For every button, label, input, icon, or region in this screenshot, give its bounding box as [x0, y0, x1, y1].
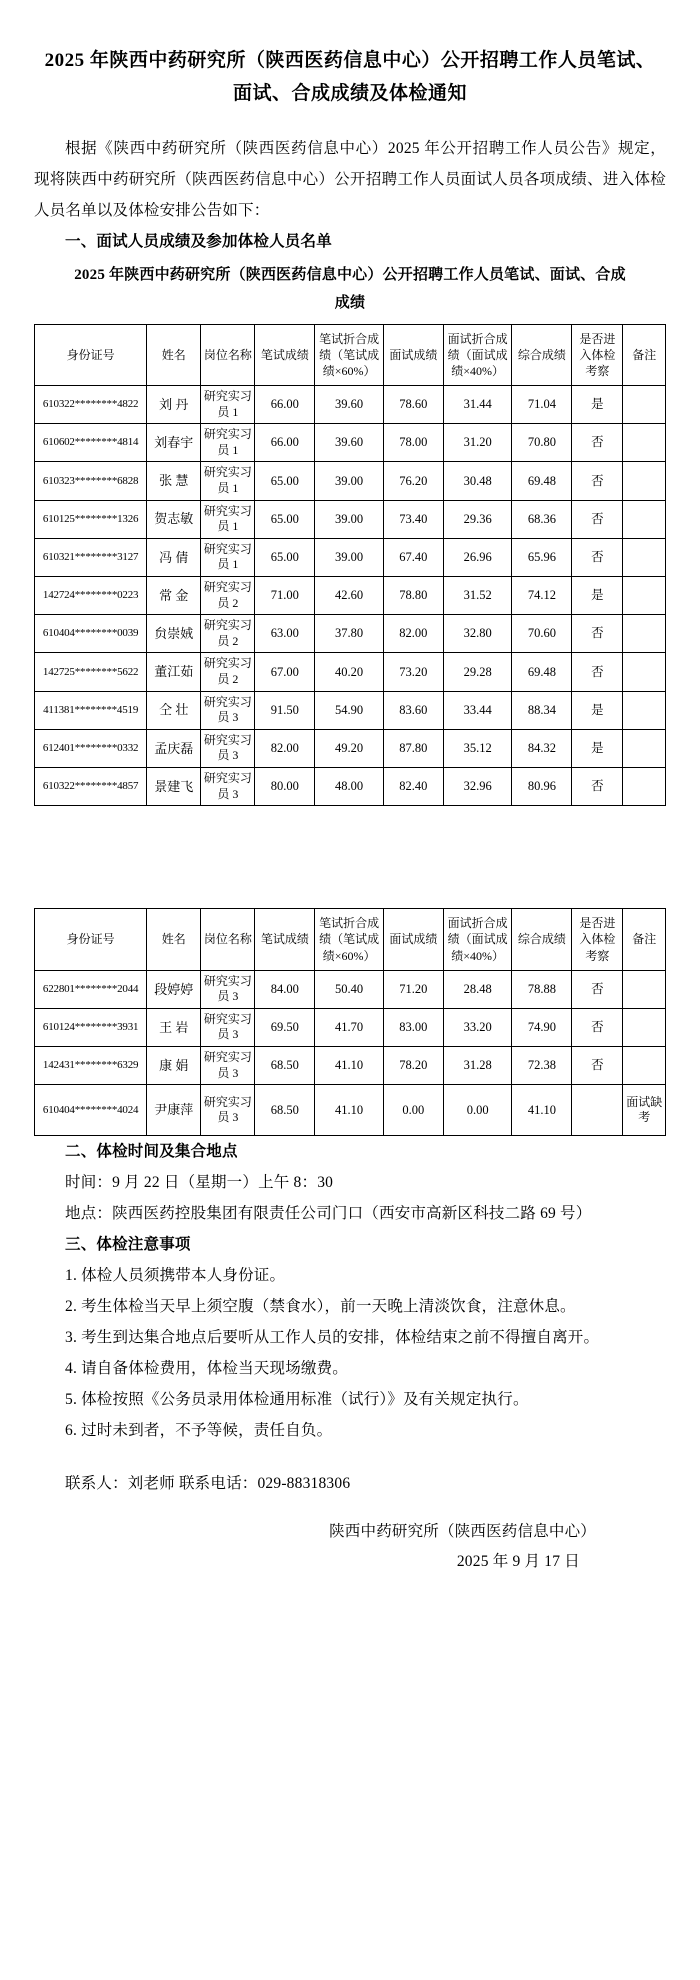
cell-written: 65.00 [255, 500, 315, 538]
cell-interview-weighted: 33.44 [443, 691, 512, 729]
cell-written: 82.00 [255, 729, 315, 767]
cell-post: 研究实习员 1 [201, 538, 255, 576]
cell-interview: 67.40 [383, 538, 443, 576]
cell-post: 研究实习员 2 [201, 577, 255, 615]
cell-name: 段婷婷 [147, 970, 201, 1008]
cell-written-weighted: 39.00 [315, 500, 384, 538]
cell-name: 尹康萍 [147, 1085, 201, 1136]
cell-post: 研究实习员 2 [201, 615, 255, 653]
cell-id-card: 610322********4822 [35, 386, 147, 424]
cell-interview: 78.80 [383, 577, 443, 615]
cell-post: 研究实习员 1 [201, 500, 255, 538]
cell-post: 研究实习员 2 [201, 653, 255, 691]
cell-pass: 是 [572, 577, 623, 615]
th-interview-score: 面试成绩 [383, 324, 443, 386]
note-item: 2. 考生体检当天早上须空腹（禁食水），前一天晚上清淡饮食，注意休息。 [65, 1298, 576, 1316]
cell-id-card: 610125********1326 [35, 500, 147, 538]
cell-total: 84.32 [512, 729, 572, 767]
th-interview-weighted: 面试折合成绩（面试成绩×40%） [443, 324, 512, 386]
cell-remark [623, 462, 666, 500]
cell-name: 张 慧 [147, 462, 201, 500]
grades-table-part-2 [34, 908, 666, 1136]
cell-remark [623, 1047, 666, 1085]
cell-id-card: 612401********0332 [35, 729, 147, 767]
table-row [35, 970, 666, 1008]
cell-remark [623, 386, 666, 424]
cell-interview: 83.00 [383, 1008, 443, 1046]
note-item: 6. 过时未到者，不予等候，责任自负。 [65, 1422, 333, 1440]
cell-written-weighted: 37.80 [315, 615, 384, 653]
cell-total: 70.80 [512, 424, 572, 462]
cell-post: 研究实习员 3 [201, 1008, 255, 1046]
cell-written: 65.00 [255, 462, 315, 500]
cell-pass: 否 [572, 653, 623, 691]
cell-post: 研究实习员 3 [201, 1047, 255, 1085]
cell-written: 69.50 [255, 1008, 315, 1046]
cell-written: 67.00 [255, 653, 315, 691]
cell-remark [623, 691, 666, 729]
note-item: 3. 考生到达集合地点后要听从工作人员的安排，体检结束之前不得擅自离开。 [65, 1329, 600, 1347]
cell-name: 王 岩 [147, 1008, 201, 1046]
table-row [35, 1085, 666, 1136]
cell-id-card: 610404********0039 [35, 615, 147, 653]
signature-org: 陕西中药研究所（陕西医药信息中心） [329, 1523, 596, 1541]
cell-written: 68.50 [255, 1047, 315, 1085]
cell-written: 80.00 [255, 767, 315, 805]
cell-post: 研究实习员 3 [201, 1085, 255, 1136]
cell-id-card: 610602********4814 [35, 424, 147, 462]
cell-total: 65.96 [512, 538, 572, 576]
th-total-score: 综合成绩 [512, 909, 572, 971]
cell-name: 常 金 [147, 577, 201, 615]
th-written-weighted: 笔试折合成绩（笔试成绩×60%） [315, 909, 384, 971]
cell-post: 研究实习员 1 [201, 462, 255, 500]
note-item: 1. 体检人员须携带本人身份证。 [65, 1267, 286, 1285]
table-row [35, 767, 666, 805]
cell-remark [623, 970, 666, 1008]
cell-pass: 否 [572, 538, 623, 576]
cell-pass: 否 [572, 462, 623, 500]
cell-id-card: 610322********4857 [35, 767, 147, 805]
cell-interview-weighted: 0.00 [443, 1085, 512, 1136]
table-row [35, 1008, 666, 1046]
cell-remark [623, 729, 666, 767]
cell-written-weighted: 42.60 [315, 577, 384, 615]
cell-name: 康 娟 [147, 1047, 201, 1085]
cell-name: 孟庆磊 [147, 729, 201, 767]
table-row [35, 424, 666, 462]
cell-total: 69.48 [512, 462, 572, 500]
cell-written-weighted: 39.60 [315, 424, 384, 462]
cell-pass: 是 [572, 386, 623, 424]
th-total-score: 综合成绩 [512, 324, 572, 386]
cell-total: 88.34 [512, 691, 572, 729]
table-row [35, 386, 666, 424]
cell-id-card: 142725********5622 [35, 653, 147, 691]
th-remark: 备注 [623, 909, 666, 971]
cell-id-card: 610321********3127 [35, 538, 147, 576]
cell-pass: 否 [572, 500, 623, 538]
cell-name: 景建飞 [147, 767, 201, 805]
table-row [35, 1047, 666, 1085]
cell-total: 41.10 [512, 1085, 572, 1136]
cell-id-card: 142431********6329 [35, 1047, 147, 1085]
cell-interview-weighted: 26.96 [443, 538, 512, 576]
signature-block [34, 1517, 596, 1576]
medical-notes [34, 1260, 666, 1446]
cell-written-weighted: 39.00 [315, 462, 384, 500]
table-row [35, 538, 666, 576]
table-caption: 2025 年陕西中药研究所（陕西医药信息中心）公开招聘工作人员笔试、面试、合成成绩 [74, 266, 626, 311]
cell-interview-weighted: 32.80 [443, 615, 512, 653]
cell-id-card: 142724********0223 [35, 577, 147, 615]
cell-remark [623, 1008, 666, 1046]
cell-interview-weighted: 29.36 [443, 500, 512, 538]
cell-total: 80.96 [512, 767, 572, 805]
cell-remark [623, 577, 666, 615]
cell-interview: 83.60 [383, 691, 443, 729]
cell-written: 66.00 [255, 386, 315, 424]
note-item: 5. 体检按照《公务员录用体检通用标准（试行）》及有关规定执行。 [65, 1391, 529, 1409]
cell-remark [623, 615, 666, 653]
th-written-score: 笔试成绩 [255, 909, 315, 971]
cell-remark [623, 767, 666, 805]
table-header-row [35, 324, 666, 386]
cell-interview: 82.00 [383, 615, 443, 653]
cell-remark [623, 500, 666, 538]
table-row [35, 462, 666, 500]
cell-interview: 82.40 [383, 767, 443, 805]
medical-time: 时间：9 月 22 日（星期一）上午 8：30 [65, 1174, 334, 1192]
cell-pass: 否 [572, 970, 623, 1008]
signature-date: 2025 年 9 月 17 日 [456, 1552, 580, 1570]
cell-id-card: 610124********3931 [35, 1008, 147, 1046]
cell-pass: 否 [572, 1008, 623, 1046]
cell-total: 71.04 [512, 386, 572, 424]
cell-written: 66.00 [255, 424, 315, 462]
th-interview-weighted: 面试折合成绩（面试成绩×40%） [443, 909, 512, 971]
table-row [35, 500, 666, 538]
contact-info: 联系人：刘老师 联系电话：029-88318306 [65, 1475, 351, 1493]
th-written-score: 笔试成绩 [255, 324, 315, 386]
cell-written: 65.00 [255, 538, 315, 576]
section-heading-2: 二、体检时间及集合地点 [65, 1143, 238, 1161]
cell-name: 董江茹 [147, 653, 201, 691]
cell-interview: 87.80 [383, 729, 443, 767]
cell-pass: 否 [572, 767, 623, 805]
section-heading-3: 三、体检注意事项 [65, 1236, 191, 1254]
cell-name: 仝 壮 [147, 691, 201, 729]
cell-written-weighted: 41.70 [315, 1008, 384, 1046]
cell-total: 70.60 [512, 615, 572, 653]
cell-interview-weighted: 32.96 [443, 767, 512, 805]
th-written-weighted: 笔试折合成绩（笔试成绩×60%） [315, 324, 384, 386]
table-row [35, 691, 666, 729]
cell-post: 研究实习员 3 [201, 970, 255, 1008]
cell-remark: 面试缺考 [623, 1085, 666, 1136]
cell-interview: 78.60 [383, 386, 443, 424]
table-gap [34, 806, 666, 902]
th-pass-medical: 是否进入体检考察 [572, 324, 623, 386]
cell-interview-weighted: 31.20 [443, 424, 512, 462]
cell-id-card: 411381********4519 [35, 691, 147, 729]
cell-interview-weighted: 28.48 [443, 970, 512, 1008]
th-interview-score: 面试成绩 [383, 909, 443, 971]
page-title: 2025 年陕西中药研究所（陕西医药信息中心）公开招聘工作人员笔试、面试、合成成绩及体检通知 [44, 50, 656, 105]
medical-place: 地点：陕西医药控股集团有限责任公司门口（西安市高新区科技二路 69 号） [65, 1205, 592, 1223]
cell-total: 74.90 [512, 1008, 572, 1046]
cell-written-weighted: 50.40 [315, 970, 384, 1008]
cell-remark [623, 538, 666, 576]
cell-pass: 否 [572, 1047, 623, 1085]
grades-table-part-1 [34, 324, 666, 807]
cell-remark [623, 424, 666, 462]
table-row [35, 615, 666, 653]
cell-interview: 73.20 [383, 653, 443, 691]
cell-interview: 71.20 [383, 970, 443, 1008]
th-id-card: 身份证号 [35, 324, 147, 386]
section-heading-1: 一、面试人员成绩及参加体检人员名单 [65, 232, 332, 250]
cell-post: 研究实习员 3 [201, 691, 255, 729]
cell-written-weighted: 48.00 [315, 767, 384, 805]
cell-name: 冯 倩 [147, 538, 201, 576]
cell-written-weighted: 39.60 [315, 386, 384, 424]
cell-written-weighted: 54.90 [315, 691, 384, 729]
cell-interview-weighted: 30.48 [443, 462, 512, 500]
th-post: 岗位名称 [201, 909, 255, 971]
cell-total: 69.48 [512, 653, 572, 691]
cell-total: 72.38 [512, 1047, 572, 1085]
cell-id-card: 622801********2044 [35, 970, 147, 1008]
cell-post: 研究实习员 3 [201, 729, 255, 767]
intro-paragraph: 根据《陕西中药研究所（陕西医药信息中心）2025 年公开招聘工作人员公告》规定，现将陕西中药研究所（陕西医药信息中心）公开招聘工作人员面试人员各项成绩、进入体检人员名单以及体检安排公告如下： [34, 139, 666, 219]
cell-interview: 78.00 [383, 424, 443, 462]
cell-name: 刘 丹 [147, 386, 201, 424]
cell-post: 研究实习员 3 [201, 767, 255, 805]
cell-pass [572, 1085, 623, 1136]
cell-written: 63.00 [255, 615, 315, 653]
cell-interview: 73.40 [383, 500, 443, 538]
th-id-card: 身份证号 [35, 909, 147, 971]
cell-pass: 否 [572, 424, 623, 462]
cell-name: 贺志敏 [147, 500, 201, 538]
cell-interview-weighted: 31.52 [443, 577, 512, 615]
cell-written: 91.50 [255, 691, 315, 729]
th-post: 岗位名称 [201, 324, 255, 386]
cell-pass: 否 [572, 615, 623, 653]
table-row [35, 577, 666, 615]
cell-post: 研究实习员 1 [201, 386, 255, 424]
th-name: 姓名 [147, 324, 201, 386]
cell-interview-weighted: 31.44 [443, 386, 512, 424]
th-remark: 备注 [623, 324, 666, 386]
cell-interview: 78.20 [383, 1047, 443, 1085]
cell-name: 刘春宇 [147, 424, 201, 462]
cell-written-weighted: 41.10 [315, 1047, 384, 1085]
cell-pass: 是 [572, 691, 623, 729]
table-header-row [35, 909, 666, 971]
cell-id-card: 610323********6828 [35, 462, 147, 500]
note-item: 4. 请自备体检费用，体检当天现场缴费。 [65, 1360, 349, 1378]
cell-interview-weighted: 35.12 [443, 729, 512, 767]
cell-total: 74.12 [512, 577, 572, 615]
cell-remark [623, 653, 666, 691]
cell-written: 71.00 [255, 577, 315, 615]
cell-written-weighted: 41.10 [315, 1085, 384, 1136]
table-row [35, 653, 666, 691]
cell-written: 68.50 [255, 1085, 315, 1136]
cell-pass: 是 [572, 729, 623, 767]
cell-total: 78.88 [512, 970, 572, 1008]
cell-total: 68.36 [512, 500, 572, 538]
th-name: 姓名 [147, 909, 201, 971]
cell-written: 84.00 [255, 970, 315, 1008]
cell-interview-weighted: 29.28 [443, 653, 512, 691]
cell-post: 研究实习员 1 [201, 424, 255, 462]
cell-written-weighted: 40.20 [315, 653, 384, 691]
cell-written-weighted: 39.00 [315, 538, 384, 576]
cell-interview-weighted: 31.28 [443, 1047, 512, 1085]
cell-interview: 76.20 [383, 462, 443, 500]
th-pass-medical: 是否进入体检考察 [572, 909, 623, 971]
table-row [35, 729, 666, 767]
cell-interview: 0.00 [383, 1085, 443, 1136]
cell-name: 贠崇娀 [147, 615, 201, 653]
cell-id-card: 610404********4024 [35, 1085, 147, 1136]
cell-written-weighted: 49.20 [315, 729, 384, 767]
cell-interview-weighted: 33.20 [443, 1008, 512, 1046]
